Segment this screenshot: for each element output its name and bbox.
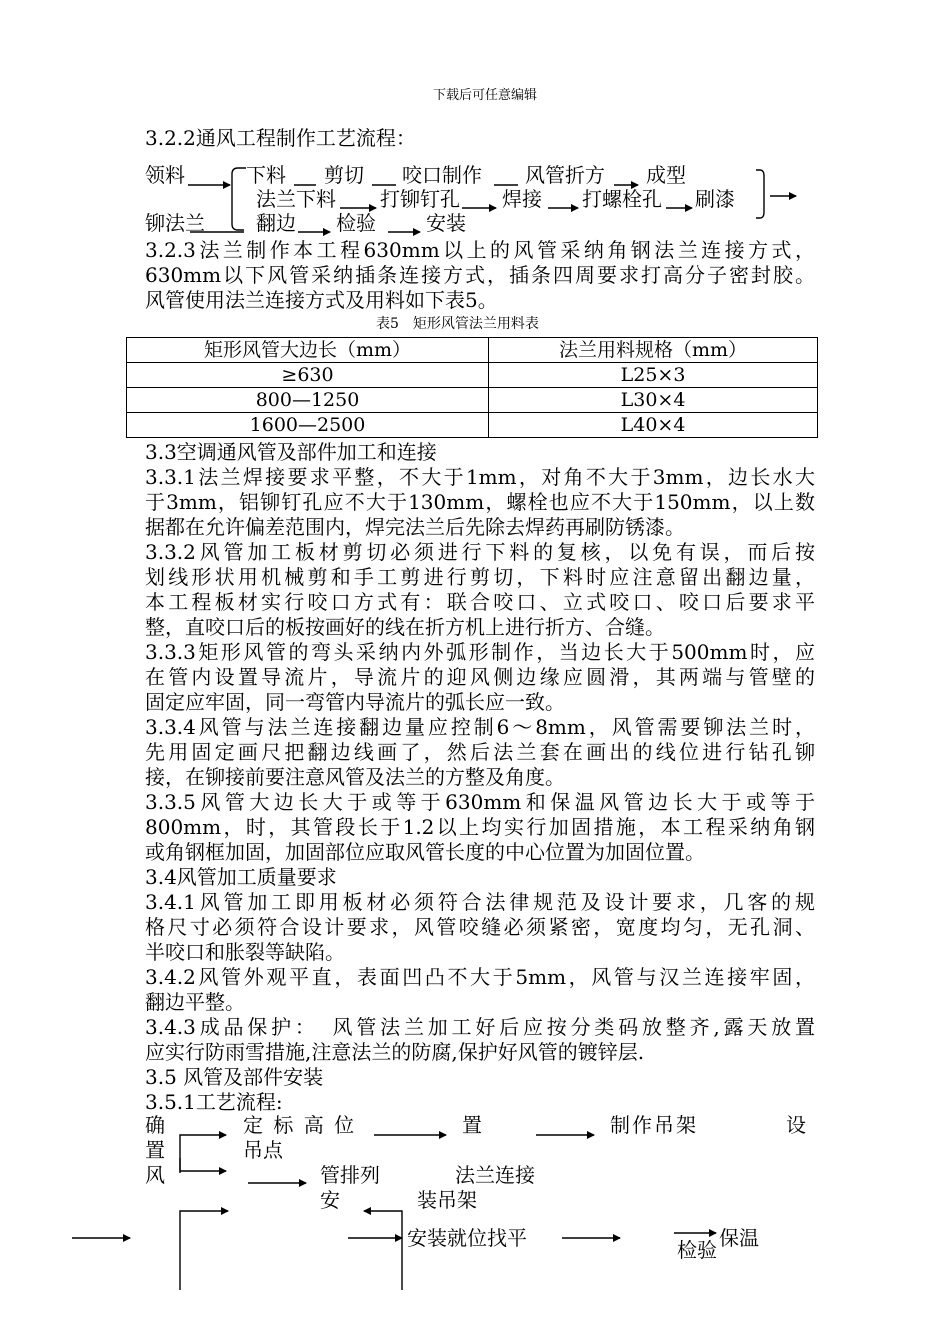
flow-node: 刷漆 [695,187,735,211]
paragraph-line: 翻边平整。 [145,990,245,1014]
table-cell: L40×4 [489,413,818,438]
right-bracket [756,170,764,218]
flow-node: 定 标 高 位 [243,1113,357,1137]
column-header: 矩形风管大边长（mm） [127,338,489,363]
paragraph-line: 3.3.5风管大边长大于或等于630mm和保温风管边长大于或等于 [145,790,815,814]
section-heading: 3.5 风管及部件安装 [145,1065,324,1089]
table-cell: L30×4 [489,388,818,413]
paragraph-line: 整，直咬口后的板按画好的线在折方机上进行折方、合缝。 [145,615,665,639]
flow-node: 铆法兰 [145,211,205,235]
flow-node: 装吊架 [417,1188,477,1212]
flow-node: 咬口制作 [402,163,482,187]
paragraph-line: 3.4.2风管外观平直，表面凹凸不大于5mm，风管与汉兰连接牢固， [145,965,815,989]
paragraph-line: 半咬口和胀裂等缺陷。 [145,940,345,964]
flow-node: 成型 [646,163,686,187]
flow-arrow [364,1211,402,1290]
flow-node: 安装就位找平 [407,1226,527,1250]
paragraph-line: 据都在允许偏差范围内，焊完法兰后先除去焊药再刷防锈漆。 [145,515,685,539]
flow-node: 确 [145,1113,165,1137]
table-cell: 1600—2500 [127,413,489,438]
paragraph-line: 应实行防雨雪措施,注意法兰的防腐,保护好风管的镀锌层. [145,1040,645,1064]
flow-node: 吊点 [243,1138,283,1162]
paragraph-line: 在管内设置导流片，导流片的迎风侧边缘应圆滑，其两端与管壁的 [145,665,815,689]
table-cell: L25×3 [489,363,818,388]
section-heading: 3.4风管加工质量要求 [145,865,337,889]
flow-node: 剪切 [324,163,364,187]
flow-node: 风管折方 [525,163,605,187]
paragraph-line: 划线形状用机械剪和手工剪进行剪切，下料时应注意留出翻边量， [145,565,815,589]
paragraph-line: 3.3.4风管与法兰连接翻边量应控制6～8mm，风管需要铆法兰时， [145,715,815,739]
paragraph-line: 于3mm，铝铆钉孔应不大于130mm，螺栓也应不大于150mm，以上数 [145,490,815,514]
paragraph-line: 本工程板材实行咬口方式有：联合咬口、立式咬口、咬口后要求平 [145,590,815,614]
paragraph-line: 3.4.1风管加工即用板材必须符合法律规范及设计要求，几客的规 [145,890,815,914]
table-caption: 表5 矩形风管法兰用料表 [376,316,539,332]
left-bracket [232,168,246,230]
section-heading: 3.3空调通风管及部件加工和连接 [145,440,437,464]
flow-node: 安装 [426,211,466,235]
paragraph-line: 3.3.3矩形风管的弯头采纳内外弧形制作，当边长大于500mm时，应 [145,640,815,664]
flow-node: 保温 [719,1226,759,1250]
section-heading: 3.5.1工艺流程: [145,1090,283,1114]
flow-node: 置 [462,1113,482,1137]
paragraph-line: 格尺寸必须符合设计要求，风管咬缝必须紧密，宽度均匀，无孔洞、 [145,915,815,939]
flow-node: 领料 [145,163,185,187]
table-cell: ≥630 [127,363,489,388]
flow-node: 法兰下料 [256,187,336,211]
paragraph-line: 风管使用法兰连接方式及用料如下表5。 [145,288,498,312]
paragraph-line: 3.3.2风管加工板材剪切必须进行下料的复核，以免有误，而后按 [145,540,815,564]
paragraph-line: 先用固定画尺把翻边线画了，然后法兰套在画出的线位进行钻孔铆 [145,740,815,764]
paragraph-line: 800mm，时，其管段长于1.2以上均实行加固措施，本工程采纳角钢 [145,815,815,839]
paragraph-line: 3.3.1法兰焊接要求平整，不大于1mm，对角不大于3mm，边长水大 [145,465,815,489]
paragraph-line: 固定应牢固，同一弯管内导流片的弧长应一致。 [145,690,565,714]
flow-arrow [180,1135,226,1173]
paragraph-line: 3.4.3成品保护： 风管法兰加工好后应按分类码放整齐,露天放置 [145,1015,815,1039]
flow-node: 打铆钉孔 [380,187,460,211]
flow-arrow [180,1158,226,1171]
flow-node: 焊接 [502,187,542,211]
flow-node: 制作吊架 [610,1113,698,1137]
flow-node: 打螺栓孔 [582,187,662,211]
paragraph-line: 接，在铆接前要注意风管及法兰的方整及角度。 [145,765,565,789]
flow-node: 下料 [246,163,286,187]
table-cell: 800—1250 [127,388,489,413]
flow-node: 检验 [677,1238,717,1262]
header-note: 下载后可任意编辑 [433,88,538,103]
flow-node: 法兰连接 [455,1163,535,1187]
paragraph-line: 3.2.3法兰制作本工程630mm以上的风管采纳角钢法兰连接方式， [145,238,815,262]
flow-node: 安 [320,1188,340,1212]
flow-node: 风 [145,1163,165,1187]
flow-node: 置 [145,1138,165,1162]
flow-node: 翻边 [256,211,296,235]
flow-arrow [180,1211,228,1290]
section-3-2-2-title: 3.2.2通风工程制作工艺流程： [145,126,416,150]
paragraph-line: 或角钢框加固，加固部位应取风管长度的中心位置为加固位置。 [145,840,705,864]
column-header: 法兰用料规格（mm） [489,338,818,363]
paragraph-line: 630mm以下风管采纳插条连接方式，插条四周要求打高分子密封胶。 [145,263,815,287]
flow-node: 设 [786,1113,806,1137]
flow-node: 管排列 [320,1163,380,1187]
flow-node: 检验 [336,211,376,235]
